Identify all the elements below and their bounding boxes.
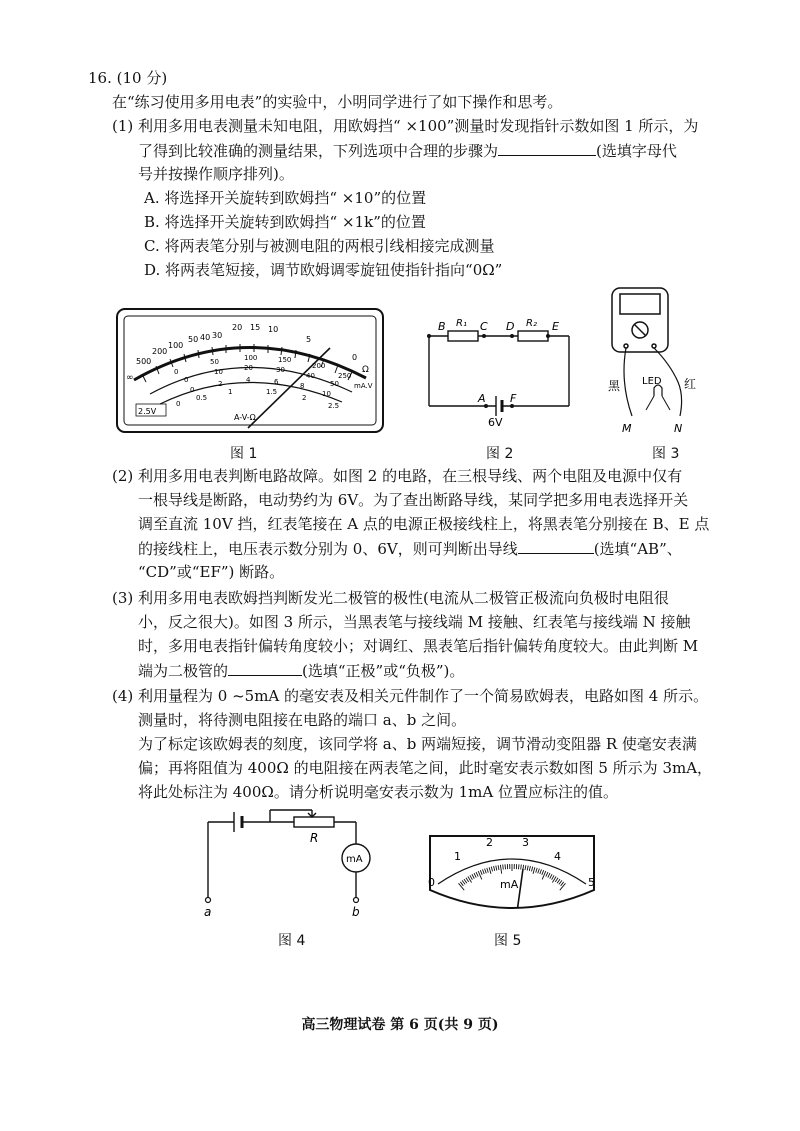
answer-blank-2[interactable] xyxy=(518,538,594,554)
fig1-bottom-1.5: 1.5 xyxy=(266,388,278,396)
fig1-mid2-0: 0 xyxy=(184,376,189,384)
fig3-red-label: 红 xyxy=(684,377,697,391)
fig1-bottom-1: 1 xyxy=(228,388,233,396)
fig2-point-f: F xyxy=(510,392,517,405)
fig1-unit-ma-v: mA.V xyxy=(354,382,373,390)
fig1-mid-50: 50 xyxy=(210,358,219,366)
fig5-scale-1: 1 xyxy=(454,850,461,863)
fig4-terminal-a: a xyxy=(204,905,212,919)
fig1-mid2-20: 20 xyxy=(244,364,253,372)
question-header xyxy=(88,68,167,88)
fig5-scale-0: 0 xyxy=(428,876,435,889)
fig2-point-c: C xyxy=(480,320,488,333)
fig1-label-inf: ∞ xyxy=(126,373,134,383)
answer-blank-3[interactable] xyxy=(228,660,302,676)
option-a: A. 将选择开关旋转到欧姆挡“ ×10”的位置 xyxy=(144,189,427,207)
part2-line3: 调至直流 10V 挡，红表笔接在 A 点的电源正极接线柱上，将黑表笔分别接在 B、E 点 xyxy=(138,515,710,533)
fig1-caption: 图 1 xyxy=(230,446,258,462)
fig1-label-500: 500 xyxy=(136,357,152,366)
figure-3-meter-led xyxy=(606,286,700,436)
part4-line2: 测量时，将待测电阻接在电路的端口 a、b 之间。 xyxy=(138,711,467,729)
fig5-tick xyxy=(503,865,504,870)
fig1-label-0: 0 xyxy=(352,353,358,362)
fig3-terminal-n: N xyxy=(674,422,683,435)
fig3-terminal-m: M xyxy=(622,422,632,435)
part1-line2-text: 了得到比较准确的测量结果，下列选项中合理的步骤为 xyxy=(138,142,499,160)
fig5-tick xyxy=(519,864,520,869)
fig1-label-10: 10 xyxy=(268,325,279,334)
fig1-low-10: 10 xyxy=(322,390,331,398)
part2-line4-tail: (选填“AB”、 xyxy=(593,540,682,558)
fig1-label-50: 50 xyxy=(188,335,199,344)
fig5-scale-3: 3 xyxy=(522,836,529,849)
fig2-point-b: B xyxy=(438,320,446,333)
fig4-milliammeter: mA xyxy=(346,854,363,865)
part2-line1: (2) 利用多用电表判断电路故障。如图 2 的电路，在三根导线、两个电阻及电源中仅有 xyxy=(112,467,683,485)
fig3-led-label: LED xyxy=(642,376,662,387)
fig1-bottom-2.5: 2.5 xyxy=(328,402,340,410)
fig1-bottom-0: 0 xyxy=(176,400,181,408)
page-footer: 高三物理试卷 第 6 页(共 9 页) xyxy=(301,1017,499,1033)
fig1-low-6: 6 xyxy=(274,378,279,386)
fig2-voltage: 6V xyxy=(488,416,503,429)
fig2-resistor-r1: R₁ xyxy=(456,318,467,329)
part4-line4: 偏；再将阻值为 400Ω 的电阻接在两表笔之间，此时毫安表示数如图 5 所示为 3mA， xyxy=(138,759,713,777)
fig1-unit-ohm: Ω xyxy=(362,365,369,375)
part3-line4-tail: (选填“正极”或“负极”)。 xyxy=(302,662,465,680)
part1-line3: 号并按操作顺序排列)。 xyxy=(138,165,294,183)
fig1-bottom-2: 2 xyxy=(302,394,307,402)
fig1-label-20: 20 xyxy=(232,323,243,332)
part4-line1: (4) 利用量程为 0 ~5mA 的毫安表及相关元件制作了一个简易欧姆表，电路如图 4 所示。 xyxy=(112,687,709,705)
fig1-low-0: 0 xyxy=(190,386,195,394)
part2-line2: 一根导线是断路，电动势约为 6V。为了查出断路导线，某同学把多用电表选择开关 xyxy=(138,491,689,509)
fig2-point-d: D xyxy=(506,320,515,333)
figure-5-milliammeter xyxy=(424,830,600,914)
fig4-terminal-b: b xyxy=(352,905,360,919)
fig1-avo-label: A-V-Ω xyxy=(234,413,256,422)
part1-line1: (1) 利用多用电表测量未知电阻，用欧姆挡“ ×100”测量时发现指针示数如图 1 所示，为 xyxy=(112,117,699,135)
part1-line2-tail: (选填字母代 xyxy=(596,142,677,160)
part4-line5: 将此处标注为 400Ω。请分析说明毫安表示数为 1mA 位置应标注的值。 xyxy=(138,783,618,801)
part3-line4 xyxy=(138,660,464,681)
part3-line2: 小，反之很大)。如图 3 所示，当黑表笔与接线端 M 接触、红表笔与接线端 N 接触 xyxy=(138,613,691,631)
fig5-scale-5: 5 xyxy=(588,876,595,889)
fig5-tick xyxy=(505,864,506,869)
fig5-scale-4: 4 xyxy=(554,850,561,863)
option-d: D. 将两表笔短接，调节欧姆调零旋钮使指针指向“0Ω” xyxy=(144,261,503,279)
fig1-mid-0: 0 xyxy=(174,368,179,376)
fig1-mid-250: 250 xyxy=(338,372,352,380)
part2-line5: “CD”或“EF”) 断路。 xyxy=(138,563,285,581)
question-number: 16. xyxy=(88,69,112,87)
fig1-mid-100: 100 xyxy=(244,354,258,362)
fig1-mid2-10: 10 xyxy=(214,368,223,376)
fig1-low-2: 2 xyxy=(218,380,223,388)
fig5-unit: mA xyxy=(500,878,519,891)
fig1-label-200: 200 xyxy=(152,347,168,356)
fig5-scale-2: 2 xyxy=(486,836,493,849)
answer-blank-1[interactable] xyxy=(498,140,596,156)
fig1-bottom-0.5: 0.5 xyxy=(196,394,208,402)
fig5-tick xyxy=(521,865,522,870)
fig3-black-label: 黑 xyxy=(608,379,621,393)
fig2-point-a: A xyxy=(478,392,486,405)
fig1-mid2-30: 30 xyxy=(276,366,285,374)
fig1-mid2-40: 40 xyxy=(306,372,315,380)
part4-line3: 为了标定该欧姆表的刻度，该同学将 a、b 两端短接，调节滑动变阻器 R 使毫安表满 xyxy=(138,735,697,753)
fig2-caption: 图 2 xyxy=(486,446,514,462)
figure-1-meter-dial xyxy=(116,308,384,433)
fig1-low-4: 4 xyxy=(246,376,251,384)
question-score: (10 分) xyxy=(116,69,168,87)
fig1-mid-150: 150 xyxy=(278,356,292,364)
fig1-label-40: 40 xyxy=(200,333,211,342)
fig5-caption: 图 5 xyxy=(494,933,522,949)
part2-line4 xyxy=(138,538,682,559)
figure-4-ohmmeter-circuit xyxy=(196,808,386,920)
fig3-caption: 图 3 xyxy=(652,446,680,462)
option-c: C. 将两表笔分别与被测电阻的两根引线相接完成测量 xyxy=(144,237,495,255)
part2-line4-text: 的接线柱上，电压表示数分别为 0、6V，则可判断出导线 xyxy=(138,540,518,558)
part1-line2 xyxy=(138,140,677,161)
fig1-low-8: 8 xyxy=(300,382,305,390)
figure-2-circuit xyxy=(424,314,574,429)
fig1-label-100: 100 xyxy=(168,341,184,350)
fig1-left-label: 2.5V xyxy=(138,407,157,416)
fig4-rheostat-r: R xyxy=(310,831,319,845)
fig2-point-e: E xyxy=(552,320,559,333)
fig2-resistor-r2: R₂ xyxy=(526,318,537,329)
fig4-caption: 图 4 xyxy=(278,933,306,949)
part3-line1: (3) 利用多用电表欧姆挡判断发光二极管的极性(电流从二极管正极流向负极时电阻很 xyxy=(112,589,669,607)
fig1-mid-200: 200 xyxy=(312,362,326,370)
part3-line4-text: 端为二极管的 xyxy=(138,662,229,680)
part3-line3: 时，多用电表指针偏转角度较小；对调红、黑表笔后指针偏转角度较大。由此判断 M xyxy=(138,637,699,655)
fig1-mid2-50: 50 xyxy=(330,380,339,388)
fig1-label-30: 30 xyxy=(212,331,223,340)
fig1-label-15: 15 xyxy=(250,323,261,332)
question-intro: 在“练习使用多用电表”的实验中，小明同学进行了如下操作和思考。 xyxy=(112,93,563,111)
option-b: B. 将选择开关旋转到欧姆挡“ ×1k”的位置 xyxy=(144,213,426,231)
fig1-label-5: 5 xyxy=(306,335,312,344)
